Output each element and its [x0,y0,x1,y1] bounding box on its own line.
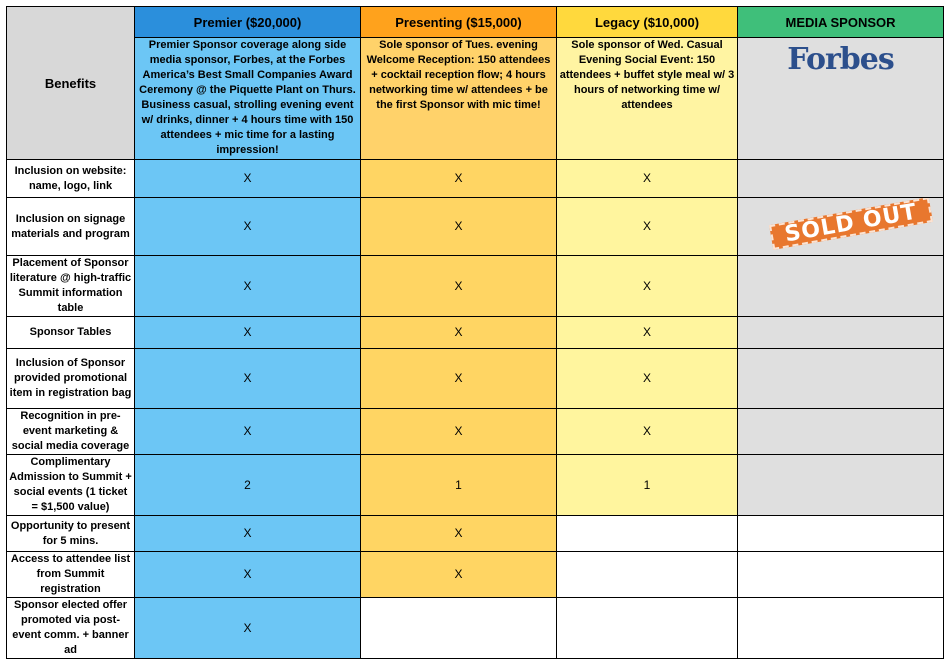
media-sponsor-cell [738,455,944,516]
media-sponsor-cell [738,349,944,409]
benefit-label: Recognition in pre-event marketing & social media coverage [7,409,135,455]
premier-cell: X [135,160,361,198]
presenting-description: Sole sponsor of Tues. evening Welcome Reception: 150 attendees + cocktail reception flow; 4 hours networking time w/ attendees + be the first Sponsor with mic time! [361,38,557,160]
media-sponsor-cell [738,552,944,598]
media-sponsor-cell [738,409,944,455]
benefit-label: Access to attendee list from Summit registration [7,552,135,598]
table-row [7,552,944,598]
premier-header: Premier ($20,000) [135,7,361,38]
table-row [7,598,944,659]
legacy-cell [557,598,738,659]
table-row [7,409,944,455]
presenting-cell: X [361,198,557,256]
header-row [7,7,944,38]
media-sponsor-cell [738,598,944,659]
legacy-cell: X [557,256,738,317]
legacy-cell: X [557,409,738,455]
benefit-label: Inclusion on website: name, logo, link [7,160,135,198]
table-row [7,317,944,349]
table-row [7,516,944,552]
premier-cell: X [135,516,361,552]
premier-cell: X [135,349,361,409]
presenting-header: Presenting ($15,000) [361,7,557,38]
premier-description: Premier Sponsor coverage along side media sponsor, Forbes, at the Forbes America’s Best Small Companies Award Ceremony @ the Piquette Plant on Thurs. Business casual, strolling evening event w/ drinks, dinner + 4 hours time with 150 attendees + mic time for a lasting impression! [135,38,361,160]
legacy-cell: X [557,198,738,256]
benefit-label: Placement of Sponsor literature @ high-traffic Summit information table [7,256,135,317]
sold-out-stamp: SOLD OUT [769,198,933,250]
sponsorship-benefits-table [6,6,944,659]
presenting-cell [361,598,557,659]
media-sponsor-cell [738,516,944,552]
media-sponsor-logo-cell [738,38,944,160]
premier-cell: 2 [135,455,361,516]
benefit-label: Inclusion of Sponsor provided promotional item in registration bag [7,349,135,409]
premier-cell: X [135,317,361,349]
benefits-header: Benefits [7,7,135,160]
presenting-cell: X [361,516,557,552]
presenting-cell: X [361,552,557,598]
benefit-label: Complimentary Admission to Summit + social events (1 ticket = $1,500 value) [7,455,135,516]
media-sponsor-cell [738,160,944,198]
premier-cell: X [135,198,361,256]
forbes-logo: Forbes [787,42,894,77]
table-row [7,455,944,516]
legacy-cell: X [557,317,738,349]
benefit-label: Sponsor elected offer promoted via post-event comm. + banner ad [7,598,135,659]
premier-cell: X [135,409,361,455]
benefit-label: Inclusion on signage materials and program [7,198,135,256]
premier-cell: X [135,552,361,598]
benefit-label: Sponsor Tables [7,317,135,349]
media-sponsor-cell [738,317,944,349]
table-row [7,349,944,409]
media-sponsor-cell [738,256,944,317]
sold-out-stamp-wrap [740,199,941,247]
description-row [7,38,944,160]
media-sponsor-cell [738,198,944,256]
benefit-label: Opportunity to present for 5 mins. [7,516,135,552]
legacy-description: Sole sponsor of Wed. Casual Evening Social Event: 150 attendees + buffet style meal w/ 3 hours of networking time w/ attendees [557,38,738,160]
presenting-cell: X [361,256,557,317]
table-row [7,256,944,317]
legacy-header: Legacy ($10,000) [557,7,738,38]
legacy-cell [557,516,738,552]
presenting-cell: 1 [361,455,557,516]
presenting-cell: X [361,317,557,349]
legacy-cell: X [557,349,738,409]
premier-cell: X [135,256,361,317]
media-sponsor-header: MEDIA SPONSOR [738,7,944,38]
table-row [7,198,944,256]
presenting-cell: X [361,349,557,409]
presenting-cell: X [361,409,557,455]
premier-cell: X [135,598,361,659]
legacy-cell: 1 [557,455,738,516]
table-row [7,160,944,198]
presenting-cell: X [361,160,557,198]
legacy-cell: X [557,160,738,198]
legacy-cell [557,552,738,598]
